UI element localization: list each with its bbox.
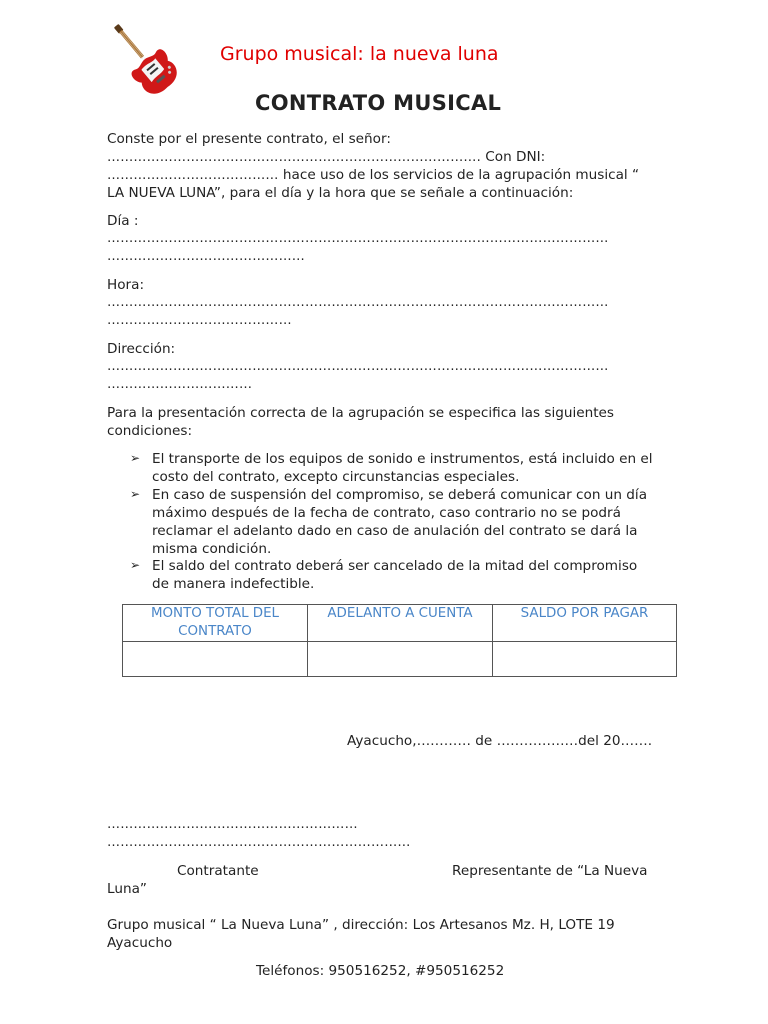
client-name-blank[interactable]: …………………………………………………………………………. (107, 150, 481, 165)
electric-guitar-icon (100, 14, 184, 96)
monto-total-cell[interactable] (123, 642, 308, 677)
header-saldo (493, 605, 677, 642)
dia-label: Día : (107, 213, 139, 229)
representante-label-cont: Luna” (107, 881, 147, 897)
condition-2-line-3: reclamar el adelanto dado en caso de anulación del contrato se dará la (152, 523, 638, 539)
condition-1-line-2: costo del contrato, excepto circunstancias especiales. (152, 469, 520, 485)
contratante-label: Contratante (177, 863, 259, 879)
document-title: CONTRATO MUSICAL (255, 91, 502, 115)
direccion-blank-2[interactable]: …………………………… (107, 377, 253, 392)
hora-blank-1[interactable]: …………………………………………………………………………………………………… (107, 295, 609, 310)
dni-label: Con DNI: (480, 149, 546, 165)
table-row (123, 642, 677, 677)
header-saldo-label: SALDO POR PAGAR (520, 606, 649, 621)
header-monto-line-2: CONTRATO (178, 624, 252, 639)
header-monto-line-1: MONTO TOTAL DEL (150, 606, 280, 621)
arrowhead-bullet-icon: ➢ (130, 451, 141, 465)
intro-line-4: LA NUEVA LUNA”, para el día y la hora que se señale a continuación: (107, 185, 574, 201)
condition-2-line-1: En caso de suspensión del compromiso, se deberá comunicar con un día (152, 487, 648, 503)
intro-line: Conste por el presente contrato, el señor: (107, 131, 391, 147)
dni-blank[interactable]: ………………………………… (107, 168, 279, 183)
arrowhead-bullet-icon: ➢ (130, 487, 141, 501)
payment-table (122, 604, 677, 677)
representante-label: Representante de “La Nueva (452, 863, 648, 879)
signature-line-contratante[interactable]: ………………………………………………… (107, 817, 358, 832)
footer-city: Ayacucho (107, 935, 173, 951)
header-adelanto (308, 605, 493, 642)
table-header-row (123, 605, 677, 642)
header-monto-total (123, 605, 308, 642)
direccion-label: Dirección: (107, 341, 176, 357)
dni-line (107, 166, 639, 185)
condition-3-line-2: de manera indefectible. (152, 576, 315, 592)
dia-blank-1[interactable]: …………………………………………………………………………………………………… (107, 231, 609, 246)
header-adelanto-label: ADELANTO A CUENTA (327, 606, 473, 621)
conditions-intro: Para la presentación correcta de la agrupación se especifica las siguientes (107, 405, 614, 421)
direccion-blank-1[interactable]: …………………………………………………………………………………………………… (107, 359, 609, 374)
date-line[interactable]: Ayacucho,………… de ………………del 20……. (347, 733, 653, 749)
band-title: Grupo musical: la nueva luna (220, 43, 499, 65)
saldo-cell[interactable] (493, 642, 677, 677)
hora-blank-2[interactable]: …………………………………… (107, 313, 292, 328)
footer-address: Grupo musical “ La Nueva Luna” , dirección: Los Artesanos Mz. H, LOTE 19 (107, 917, 615, 933)
footer-phones: Teléfonos: 950516252, #950516252 (256, 963, 505, 979)
signature-line-representante[interactable]: …………………………………………………………… (107, 835, 411, 850)
hora-label: Hora: (107, 277, 145, 293)
condition-2-line-2: máximo después de la fecha de contrato, caso contrario no se podrá (152, 505, 621, 521)
condition-3-line-1: El saldo del contrato deberá ser cancelado de la mitad del compromiso (152, 558, 638, 574)
condition-2-line-4: misma condición. (152, 541, 272, 557)
services-text: hace uso de los servicios de la agrupación musical “ (278, 167, 640, 183)
client-name-line (107, 148, 545, 167)
conditions-intro-2: condiciones: (107, 423, 193, 439)
dia-blank-2[interactable]: ……………………………………… (107, 249, 305, 264)
arrowhead-bullet-icon: ➢ (130, 558, 141, 572)
adelanto-cell[interactable] (308, 642, 493, 677)
condition-1-line-1: El transporte de los equipos de sonido e instrumentos, está incluido en el (152, 451, 653, 467)
